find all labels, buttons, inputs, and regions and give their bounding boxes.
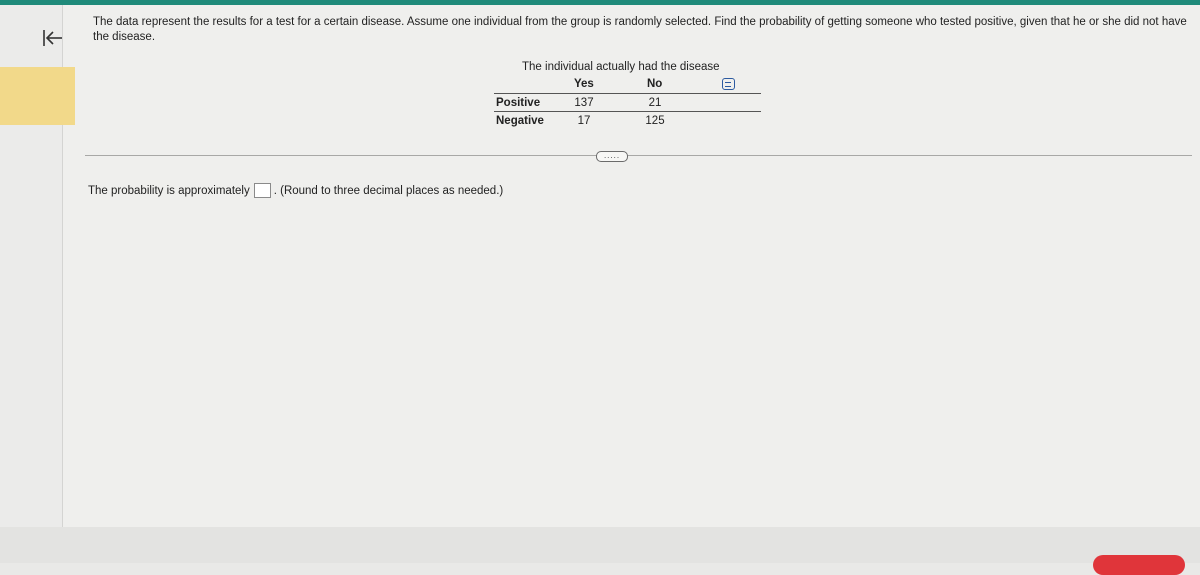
arrow-left-bar-icon	[38, 24, 66, 52]
collapse-back-button[interactable]	[38, 24, 66, 52]
row-label-negative: Negative	[496, 115, 544, 127]
answer-prefix: The probability is approximately	[88, 184, 250, 197]
cell-positive-yes: 137	[574, 97, 594, 109]
section-divider	[85, 155, 1192, 156]
expand-more-button[interactable]: .....	[596, 151, 628, 162]
answer-line	[88, 183, 503, 198]
bottom-strip	[0, 527, 1200, 563]
cell-positive-no: 21	[648, 97, 662, 109]
column-header-yes: Yes	[574, 78, 594, 90]
column-header-no: No	[647, 78, 663, 90]
row-divider	[494, 111, 761, 112]
copy-table-icon[interactable]	[722, 78, 735, 90]
cell-negative-no: 125	[645, 115, 665, 127]
row-label-positive: Positive	[496, 97, 541, 109]
cell-negative-yes: 17	[577, 115, 591, 127]
highlighted-tab[interactable]	[0, 67, 75, 125]
header-divider	[494, 93, 761, 94]
table-caption: The individual actually had the disease	[522, 61, 720, 73]
action-button[interactable]	[1093, 555, 1185, 575]
answer-suffix: . (Round to three decimal places as needed.)	[273, 184, 504, 197]
probability-answer-input[interactable]	[254, 183, 271, 198]
question-text: The data represent the results for a test for a certain disease. Assume one individual from the group is randomly selected. Find the probability of getting someone who tested positive, given that he or she did not have the disease.	[93, 16, 1187, 43]
question-panel	[63, 5, 1200, 527]
